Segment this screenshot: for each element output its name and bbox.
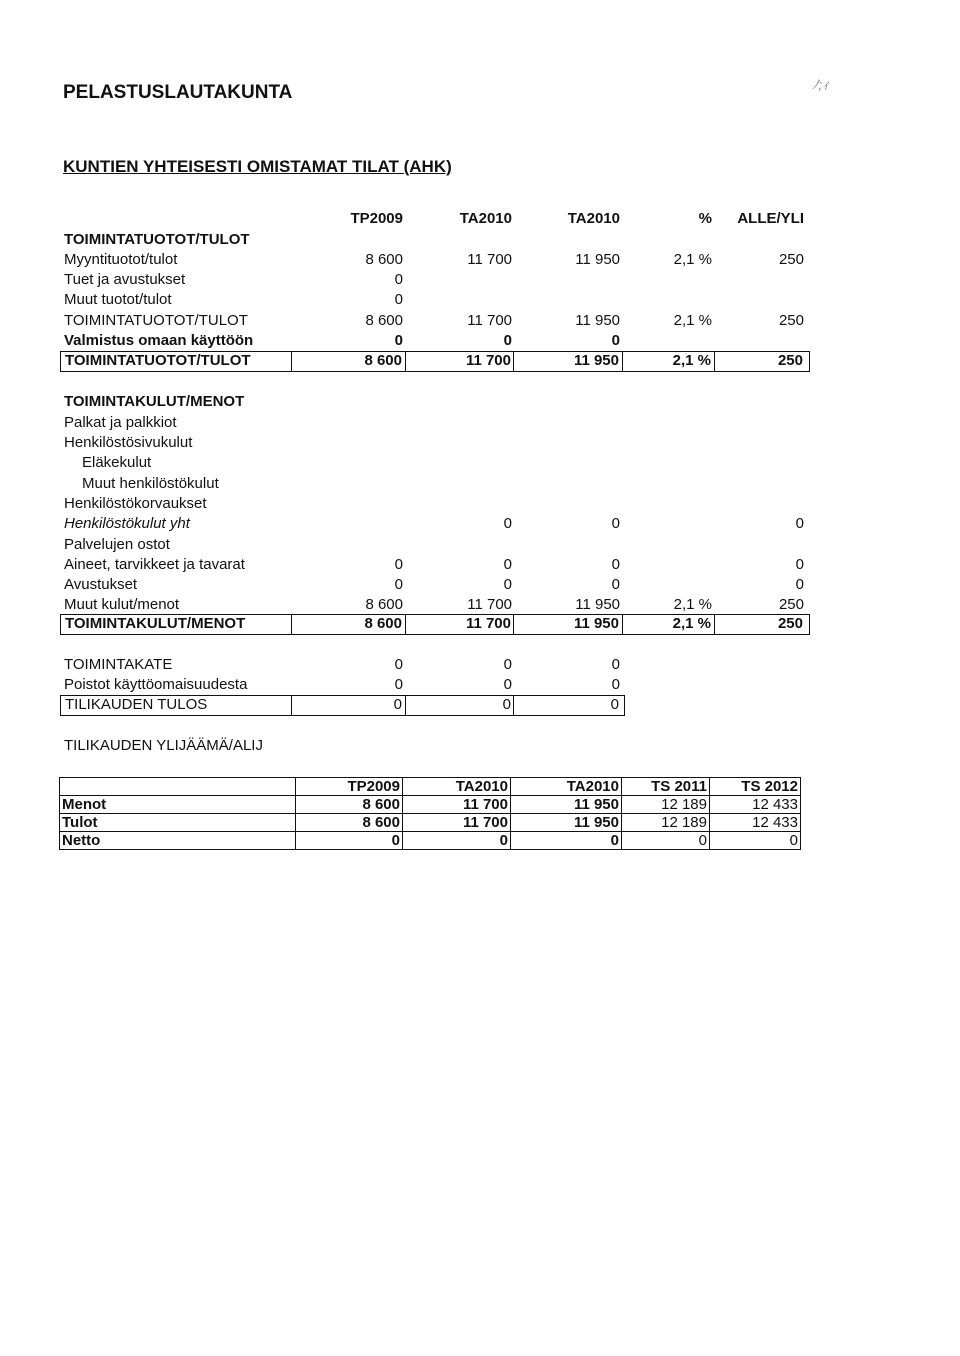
table-row <box>60 535 810 555</box>
cell-alle-yli: 250 <box>778 251 804 268</box>
table-row <box>60 331 810 351</box>
cell-ta2010-b: 11 950 <box>575 596 620 613</box>
table-row <box>60 250 810 270</box>
cell-percent: 2,1 % <box>673 596 712 613</box>
row-label: TILIKAUDEN TULOS <box>65 696 208 713</box>
row-label: Palkat ja palkkiot <box>64 414 177 431</box>
table-row <box>60 675 810 695</box>
summary-table <box>59 777 801 850</box>
cell-ta2010: 11 700 <box>467 251 512 268</box>
summary-header-ta2010-b: TA2010 <box>511 778 622 796</box>
cell-tp2009: 8 600 <box>365 251 403 268</box>
cell-ta2010-b: 0 <box>611 556 620 573</box>
table-row <box>60 270 810 290</box>
row-label: Henkilöstökulut yht <box>64 515 190 532</box>
table-row <box>60 433 810 453</box>
header-alle-yli: ALLE/YLI <box>737 210 804 227</box>
table-row <box>60 413 810 433</box>
summary-cell: 11 950 <box>511 796 622 814</box>
cell-percent: 2,1 % <box>672 352 711 369</box>
table-row <box>60 832 801 850</box>
summary-header-tp2009: TP2009 <box>296 778 403 796</box>
result-total-row <box>60 695 625 716</box>
cell-ta2010: 0 <box>503 676 512 693</box>
row-label: Eläkekulut <box>82 454 152 471</box>
cell-ta2010-b: 0 <box>610 696 619 713</box>
row-label: Aineet, tarvikkeet ja tavarat <box>64 556 245 573</box>
cell-ta2010-b: 0 <box>611 656 620 673</box>
cell-tp2009: 0 <box>394 556 403 573</box>
cell-ta2010: 0 <box>503 576 512 593</box>
income-total-row <box>60 351 810 372</box>
cell-tp2009: 0 <box>394 676 403 693</box>
cell-tp2009: 0 <box>393 696 402 713</box>
cell-ta2010-b: 11 950 <box>575 251 620 268</box>
summary-row-label: Menot <box>60 796 296 814</box>
cell-ta2010: 11 700 <box>467 312 512 329</box>
summary-cell: 0 <box>296 832 403 850</box>
surplus-heading: TILIKAUDEN YLIJÄÄMÄ/ALIJ <box>64 737 263 754</box>
cell-tp2009: 0 <box>394 656 403 673</box>
cell-tp2009: 0 <box>394 271 403 288</box>
cell-alle-yli: 250 <box>778 596 804 613</box>
surplus-heading-row <box>60 736 810 756</box>
summary-cell: 12 433 <box>710 814 801 832</box>
cell-alle-yli: 0 <box>795 515 804 532</box>
summary-header-blank <box>60 778 296 796</box>
summary-header-row <box>60 778 801 796</box>
cell-ta2010: 11 700 <box>467 596 512 613</box>
page-title: PELASTUSLAUTAKUNTA <box>63 82 293 103</box>
cell-ta2010-b: 11 950 <box>573 615 619 632</box>
summary-cell: 12 189 <box>622 796 710 814</box>
header-ta2010-b: TA2010 <box>567 210 620 227</box>
cell-ta2010: 11 700 <box>465 615 511 632</box>
table-row <box>60 814 801 832</box>
row-label: Muut tuotot/tulot <box>64 291 172 308</box>
row-label: Palvelujen ostot <box>64 536 170 553</box>
table-row <box>60 290 810 310</box>
summary-header-ta2010: TA2010 <box>403 778 511 796</box>
row-label: Henkilöstökorvaukset <box>64 495 207 512</box>
row-label: TOIMINTAKULUT/MENOT <box>65 615 246 632</box>
cell-ta2010: 11 700 <box>465 352 511 369</box>
cell-percent: 2,1 % <box>673 312 712 329</box>
summary-cell: 11 700 <box>403 796 511 814</box>
summary-header-ts2011: TS 2011 <box>622 778 710 796</box>
summary-cell: 11 950 <box>511 814 622 832</box>
cell-alle-yli: 250 <box>777 615 803 632</box>
cell-ta2010: 0 <box>503 332 512 349</box>
summary-cell: 0 <box>511 832 622 850</box>
income-heading-row <box>60 230 810 250</box>
table-row <box>60 311 810 331</box>
summary-cell: 0 <box>710 832 801 850</box>
expense-heading: TOIMINTAKULUT/MENOT <box>64 393 245 410</box>
row-label: TOIMINTAKATE <box>64 656 173 673</box>
cell-tp2009: 8 600 <box>365 596 403 613</box>
row-label: Myyntituotot/tulot <box>64 251 178 268</box>
cell-tp2009: 0 <box>394 332 403 349</box>
cell-alle-yli: 250 <box>777 352 803 369</box>
expense-heading-row <box>60 392 810 412</box>
row-label: Avustukset <box>64 576 138 593</box>
row-label: Muut kulut/menot <box>64 596 180 613</box>
summary-cell: 11 700 <box>403 814 511 832</box>
summary-cell: 12 433 <box>710 796 801 814</box>
section-title: KUNTIEN YHTEISESTI OMISTAMAT TILAT (AHK) <box>63 157 452 176</box>
column-header-row <box>60 209 810 229</box>
cell-percent: 2,1 % <box>672 615 711 632</box>
cell-ta2010-b: 0 <box>611 676 620 693</box>
table-row <box>60 595 810 615</box>
row-label: TOIMINTATUOTOT/TULOT <box>65 352 251 369</box>
cell-tp2009: 8 600 <box>364 615 402 632</box>
header-tp2009: TP2009 <box>350 210 403 227</box>
row-label: Henkilöstösivukulut <box>64 434 193 451</box>
cell-ta2010-b: 11 950 <box>573 352 619 369</box>
cell-percent: 2,1 % <box>673 251 712 268</box>
cell-ta2010-b: 0 <box>611 515 620 532</box>
margin-mark: ﾉ;ｨ <box>812 77 829 92</box>
cell-alle-yli: 0 <box>795 556 804 573</box>
summary-row-label: Netto <box>60 832 296 850</box>
summary-row-label: Tulot <box>60 814 296 832</box>
table-row <box>60 555 810 575</box>
table-row <box>60 453 810 473</box>
row-label: Muut henkilöstökulut <box>82 475 219 492</box>
table-row <box>60 494 810 514</box>
row-label: Valmistus omaan käyttöön <box>64 332 254 349</box>
table-row <box>60 474 810 494</box>
summary-cell: 8 600 <box>296 796 403 814</box>
header-ta2010: TA2010 <box>459 210 512 227</box>
cell-ta2010-b: 0 <box>611 332 620 349</box>
table-row <box>60 655 810 675</box>
cell-ta2010: 0 <box>503 556 512 573</box>
cell-tp2009: 8 600 <box>364 352 402 369</box>
summary-header-ts2012: TS 2012 <box>710 778 801 796</box>
row-label: Poistot käyttöomaisuudesta <box>64 676 248 693</box>
table-row <box>60 514 810 534</box>
summary-cell: 0 <box>403 832 511 850</box>
cell-tp2009: 0 <box>394 576 403 593</box>
cell-ta2010: 0 <box>503 656 512 673</box>
cell-alle-yli: 0 <box>795 576 804 593</box>
income-heading: TOIMINTATUOTOT/TULOT <box>64 231 250 248</box>
cell-tp2009: 8 600 <box>365 312 403 329</box>
table-row <box>60 796 801 814</box>
cell-tp2009: 0 <box>394 291 403 308</box>
cell-ta2010-b: 0 <box>611 576 620 593</box>
cell-ta2010: 0 <box>502 696 511 713</box>
cell-ta2010: 0 <box>503 515 512 532</box>
summary-cell: 8 600 <box>296 814 403 832</box>
cell-alle-yli: 250 <box>778 312 804 329</box>
header-percent: % <box>698 210 712 227</box>
row-label: Tuet ja avustukset <box>64 271 186 288</box>
summary-cell: 12 189 <box>622 814 710 832</box>
row-label: TOIMINTATUOTOT/TULOT <box>64 312 248 329</box>
cell-ta2010-b: 11 950 <box>575 312 620 329</box>
table-row <box>60 575 810 595</box>
expense-total-row <box>60 614 810 635</box>
summary-cell: 0 <box>622 832 710 850</box>
